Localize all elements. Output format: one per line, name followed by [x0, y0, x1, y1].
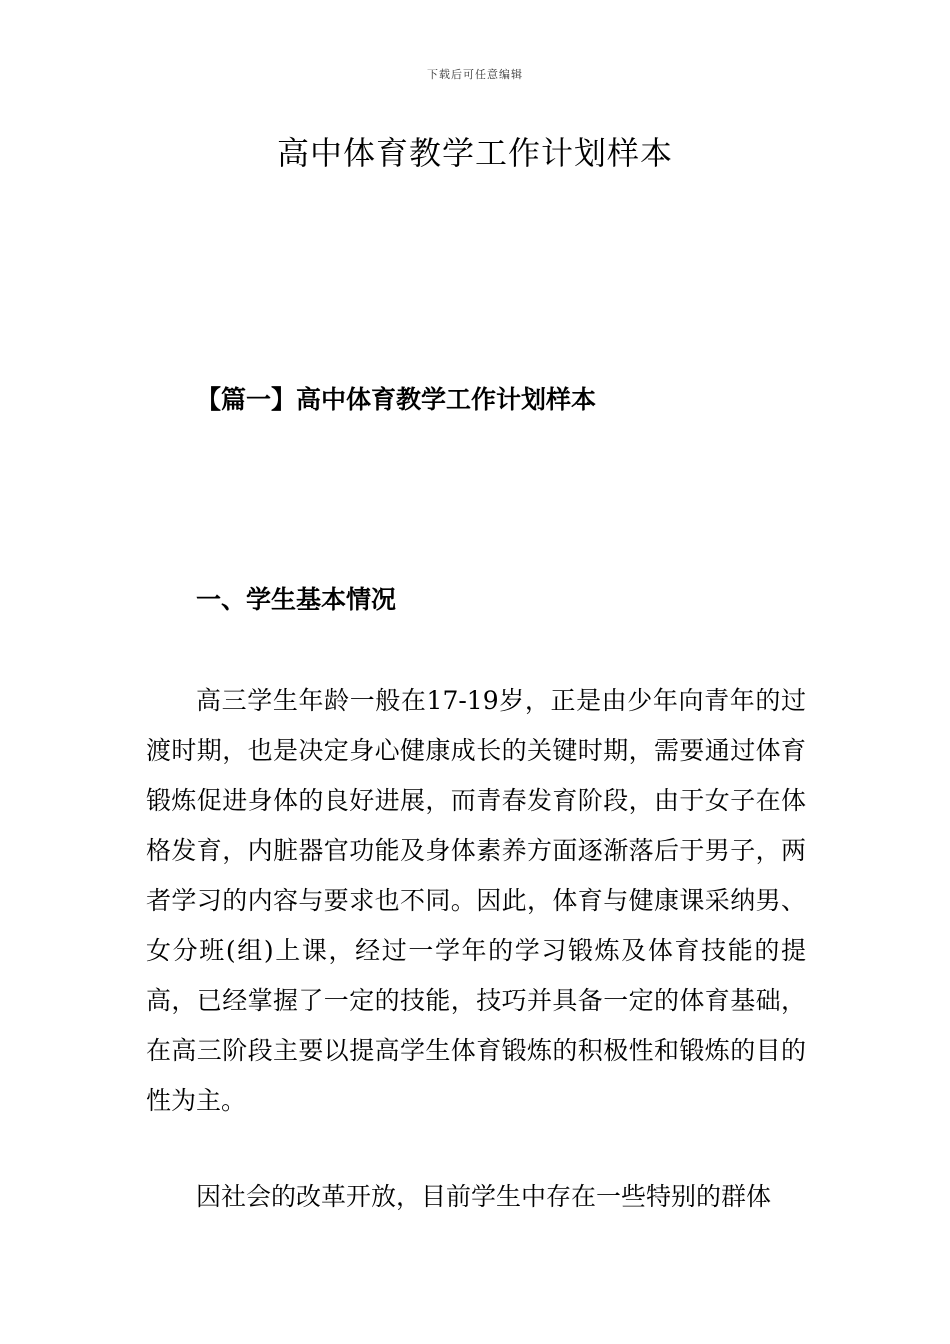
- body-paragraph: 高三学生年龄一般在17-19岁，正是由少年向青年的过渡时期，也是决定身心健康成长的关键时期，需要通过体育锻炼促进身体的良好进展，而青春发育阶段，由于女子在体格发育，内脏器官功能及身体素养方面逐渐落后于男子，两者学习的内容与要求也不同。因此，体育与健康课采纳男、女分班(组)上课，经过一学年的学习锻炼及体育技能的提高，已经掌握了一定的技能，技巧并具备一定的体育基础，在高三阶段主要以提高学生体育锻炼的积极性和锻炼的目的性为主。: [146, 686, 806, 1115]
- section-heading: 【篇一】高中体育教学工作计划样本: [196, 385, 597, 414]
- header-note: 下载后可任意编辑: [427, 68, 523, 81]
- subsection-heading: 一、学生基本情况: [196, 585, 397, 614]
- document-title: 高中体育教学工作计划样本: [276, 134, 673, 172]
- body-paragraph: 因社会的改革开放，目前学生中存在一些特别的群体: [196, 1182, 772, 1211]
